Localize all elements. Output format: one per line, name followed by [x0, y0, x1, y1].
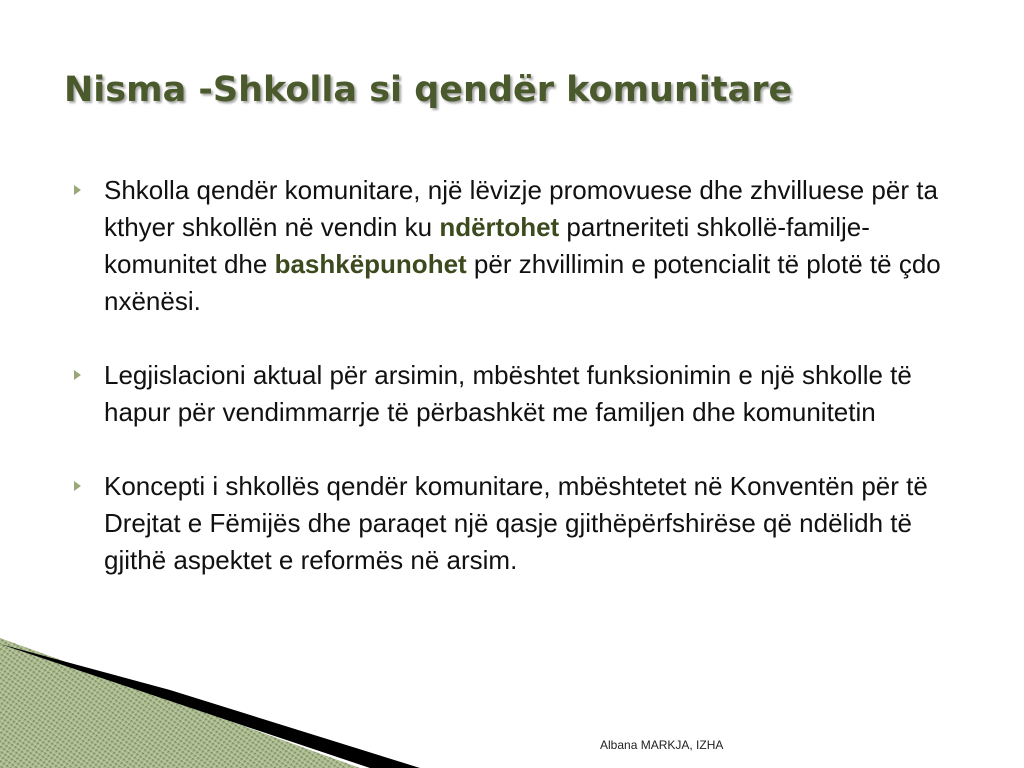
bullet-2-text: Legjislacioni aktual për arsimin, mbështet funksionimin e një shkolle të hapur për vendimmarrje të përbashkët me familjen dhe komunitetin — [104, 360, 912, 427]
bullet-list — [72, 172, 972, 616]
bullet-item-1 — [72, 172, 972, 320]
corner-decoration — [0, 628, 420, 768]
bullet-3-text: Koncepti i shkollës qendër komunitare, mbështetet në Konventën për të Drejtat e Fëmijës dhe paraqet një qasje gjithëpërfshirëse që ndëlidh të gjithë aspektet e reformës në arsim. — [104, 471, 928, 575]
bullet-item-2 — [72, 357, 972, 431]
green-wedge — [0, 638, 360, 768]
bullet-item-3 — [72, 468, 972, 579]
triangle-bullet-icon — [74, 370, 81, 380]
bullet-1-bold-term-2: bashkëpunohet — [274, 249, 467, 279]
bullet-1-text-part-2: partneriteti shkollë-familje-komunitet dhe — [104, 212, 870, 279]
bullet-1-text-part-3: për zhvillimin e potencialit të plotë të çdo nxënësi. — [104, 249, 941, 316]
triangle-bullet-icon — [74, 481, 81, 491]
green-wedge-front — [0, 658, 330, 768]
black-wedge — [0, 644, 420, 768]
bullet-1-text-part-1: Shkolla qendër komunitare, një lëvizje promovuese dhe zhvilluese për ta kthyer shkollën në vendin ku — [104, 175, 938, 242]
bullet-1-bold-term-1: ndërtohet — [439, 212, 560, 242]
footer-author: Albana MARKJA, IZHA — [600, 738, 724, 752]
triangle-bullet-icon — [74, 185, 81, 195]
slide-title: Nisma -Shkolla si qendër komunitare — [64, 70, 793, 110]
